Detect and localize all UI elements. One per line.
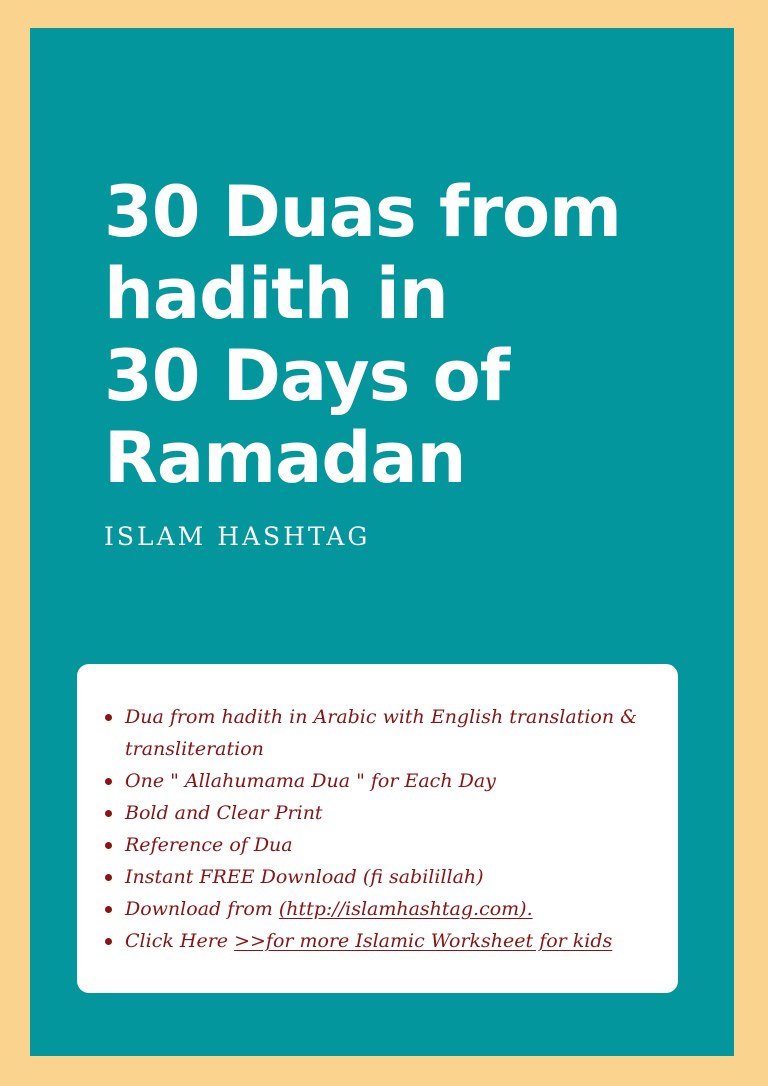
feature-card xyxy=(77,664,678,993)
author-name: ISLAM HASHTAG xyxy=(104,522,371,551)
cover-panel xyxy=(30,28,734,1056)
feature-list xyxy=(125,701,665,957)
feature-item-translation: Dua from hadith in Arabic with English translation & transliteration xyxy=(125,701,665,765)
title-line-4: Ramadan xyxy=(104,417,466,499)
worksheets-link[interactable]: >>for more Islamic Worksheet for kids xyxy=(234,930,613,952)
cover-title xyxy=(104,171,621,499)
feature-item-reference: Reference of Dua xyxy=(125,829,665,861)
feature-item-daily-dua: One " Allahumama Dua " for Each Day xyxy=(125,765,665,797)
feature-item-free-download: Instant FREE Download (fi sabilillah) xyxy=(125,861,665,893)
title-line-2: hadith in xyxy=(104,253,448,335)
feature-item-download-from xyxy=(125,893,665,925)
title-line-3: 30 Days of xyxy=(104,335,510,417)
feature-item-print: Bold and Clear Print xyxy=(125,797,665,829)
download-from-label: Download from xyxy=(125,898,279,920)
website-link[interactable]: (http://islamhashtag.com). xyxy=(278,898,533,920)
click-here-label: Click Here xyxy=(125,930,235,952)
title-line-1: 30 Duas from xyxy=(104,171,621,253)
feature-item-click-here xyxy=(125,925,665,957)
